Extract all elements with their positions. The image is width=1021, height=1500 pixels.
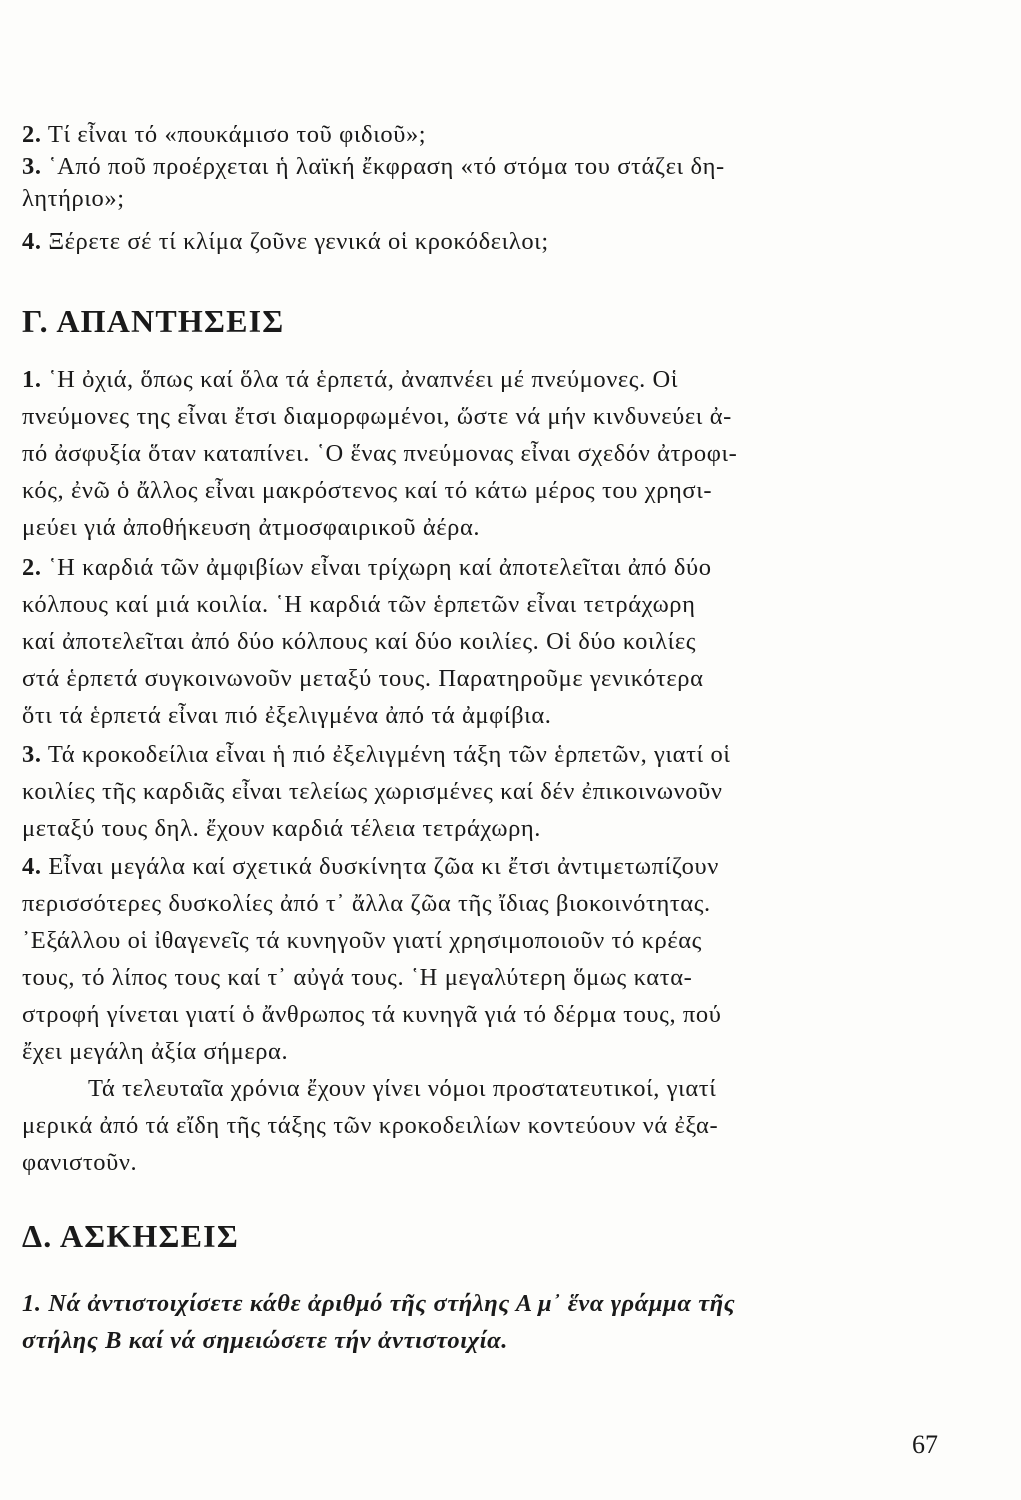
answer-1: 1. ῾Η ὀχιά, ὅπως καί ὅλα τά ἑρπετά, ἀναπνέει μέ πνεύμονες. Οἱ [22, 366, 679, 393]
answer-1-line: πνεύμονες της εἶναι ἔτσι διαμορφωμένοι, ὥστε νά μήν κινδυνεύει ἀ- [22, 403, 732, 430]
exercises-heading: Δ. ΑΣΚΗΣΕΙΣ [22, 1218, 239, 1254]
answer-3-line: κοιλίες τῆς καρδιᾶς εἶναι τελείως χωρισμένες καί δέν ἐπικοινωνοῦν [22, 778, 723, 805]
question-3-cont: λητήριο»; [22, 185, 125, 212]
answer-2-line: καί ἀποτελεῖται ἀπό δύο κόλπους καί δύο κοιλίες. Οἱ δύο κοιλίες [22, 628, 697, 655]
question-3: 3. ῾Από ποῦ προέρχεται ἡ λαϊκή ἔκφραση «τό στόμα του στάζει δη- [22, 153, 725, 180]
answer-2-line: ὅτι τά ἑρπετά εἶναι πιό ἐξελιγμένα ἀπό τά ἀμφίβια. [22, 702, 552, 729]
closing-paragraph-line: μερικά ἀπό τά εἴδη τῆς τάξης τῶν κροκοδειλίων κοντεύουν νά ἐξα- [22, 1112, 719, 1139]
page-number: 67 [912, 1430, 938, 1459]
answer-1-line: κός, ἐνῶ ὁ ἄλλος εἶναι μακρόστενος καί τό κάτω μέρος του χρησι- [22, 477, 713, 504]
answer-4-line: περισσότερες δυσκολίες ἀπό τ᾽ ἄλλα ζῶα τῆς ἴδιας βιοκοινότητας. [22, 890, 711, 917]
question-2: 2. Τί εἶναι τό «πουκάμισο τοῦ φιδιοῦ»; [22, 121, 427, 148]
answer-2-line: στά ἑρπετά συγκοινωνοῦν μεταξύ τους. Παρατηροῦμε γενικότερα [22, 665, 704, 692]
answer-1-line: μεύει γιά ἀποθήκευση ἀτμοσφαιρικοῦ ἀέρα. [22, 514, 481, 541]
exercise-1: 1. Νά ἀντιστοιχίσετε κάθε ἀριθμό τῆς στήλης Α μ᾽ ἕνα γράμμα τῆς [22, 1290, 736, 1317]
answer-3: 3. Τά κροκοδείλια εἶναι ἡ πιό ἐξελιγμένη τάξη τῶν ἑρπετῶν, γιατί οἱ [22, 741, 731, 768]
closing-paragraph-line: Τά τελευταῖα χρόνια ἔχουν γίνει νόμοι προστατευτικοί, γιατί [88, 1075, 717, 1102]
exercise-1-line: στήλης Β καί νά σημειώσετε τήν ἀντιστοιχία. [22, 1327, 508, 1354]
answer-4-line: ἔχει μεγάλη ἀξία σήμερα. [22, 1038, 289, 1065]
answer-4: 4. Εἶναι μεγάλα καί σχετικά δυσκίνητα ζῶα κι ἔτσι ἀντιμετωπίζουν [22, 853, 719, 880]
answers-heading: Γ. ΑΠΑΝΤΗΣΕΙΣ [22, 303, 285, 339]
question-4: 4. Ξέρετε σέ τί κλίμα ζοῦνε γενικά οἱ κροκόδειλοι; [22, 228, 549, 255]
answer-4-line: ᾽Εξάλλου οἱ ἰθαγενεῖς τά κυνηγοῦν γιατί χρησιμοποιοῦν τό κρέας [22, 927, 702, 954]
answer-2-line: κόλπους καί μιά κοιλία. ῾Η καρδιά τῶν ἑρπετῶν εἶναι τετράχωρη [22, 591, 696, 618]
answer-3-line: μεταξύ τους δηλ. ἔχουν καρδιά τέλεια τετράχωρη. [22, 815, 542, 842]
closing-paragraph-line: φανιστοῦν. [22, 1149, 138, 1176]
answer-4-line: τους, τό λίπος τους καί τ᾽ αὐγά τους. ῾Η μεγαλύτερη ὅμως κατα- [22, 964, 693, 991]
answer-2: 2. ῾Η καρδιά τῶν ἀμφιβίων εἶναι τρίχωρη καί ἀποτελεῖται ἀπό δύο [22, 554, 712, 581]
answer-4-line: στροφή γίνεται γιατί ὁ ἄνθρωπος τά κυνηγᾶ γιά τό δέρμα τους, πού [22, 1001, 722, 1028]
answer-1-line: πό ἀσφυξία ὅταν καταπίνει. ῾Ο ἕνας πνεύμονας εἶναι σχεδόν ἀτροφι- [22, 440, 738, 467]
